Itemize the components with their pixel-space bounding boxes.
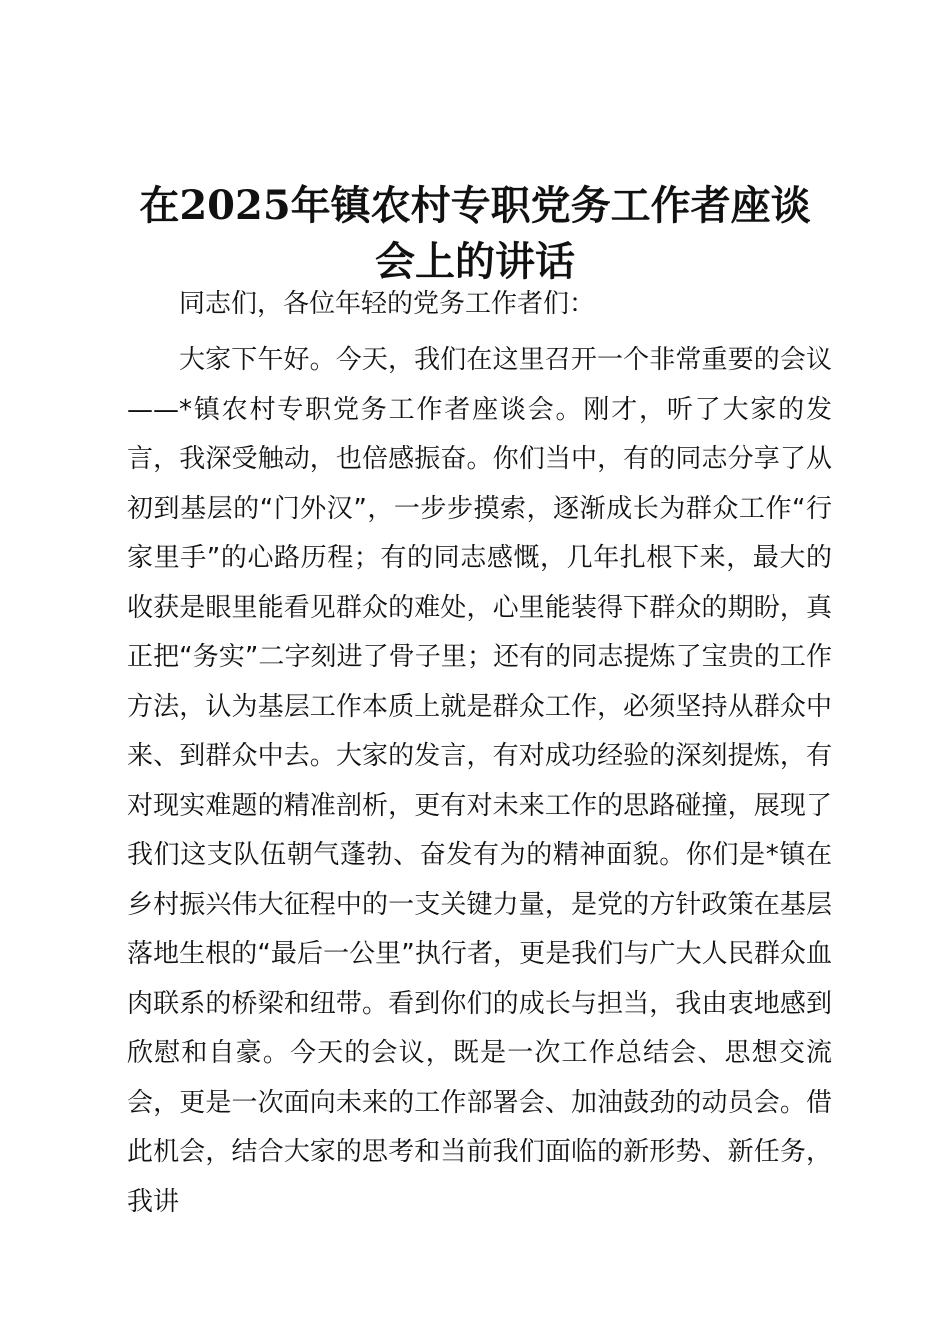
body-paragraph: 大家下午好。今天，我们在这里召开一个非常重要的会议——*镇农村专职党务工作者座谈会。刚才，听了大家的发言，我深受触动，也倍感振奋。你们当中，有的同志分享了从初到基层的“门外汉”，一步步摸索，逐渐成长为群众工作“行家里手”的心路历程；有的同志感慨，几年扎根下来，最大的收获是眼里能看见群众的难处，心里能装得下群众的期盼，真正把“务实”二字刻进了骨子里；还有的同志提炼了宝贵的工作方法，认为基层工作本质上就是群众工作，必须坚持从群众中来、到群众中去。大家的发言，有对成功经验的深刻提炼，有对现实难题的精准剖析，更有对未来工作的思路碰撞，展现了我们这支队伍朝气蓬勃、奋发有为的精神面貌。你们是*镇在乡村振兴伟大征程中的一支关键力量，是党的方针政策在基层落地生根的“最后一公里”执行者，更是我们与广大人民群众血肉联系的桥梁和纽带。看到你们的成长与担当，我由衷地感到欣慰和自豪。今天的会议，既是一次工作总结会、思想交流会，更是一次面向未来的工作部署会、加油鼓劲的动员会。借此机会，结合大家的思考和当前我们面临的新形势、新任务，我讲: [127, 345, 832, 1217]
document-title: 在2025年镇农村专职党务工作者座谈会上的讲话: [139, 182, 811, 285]
salutation: 同志们，各位年轻的党务工作者们：: [179, 289, 596, 319]
document-body: [127, 278, 832, 1227]
